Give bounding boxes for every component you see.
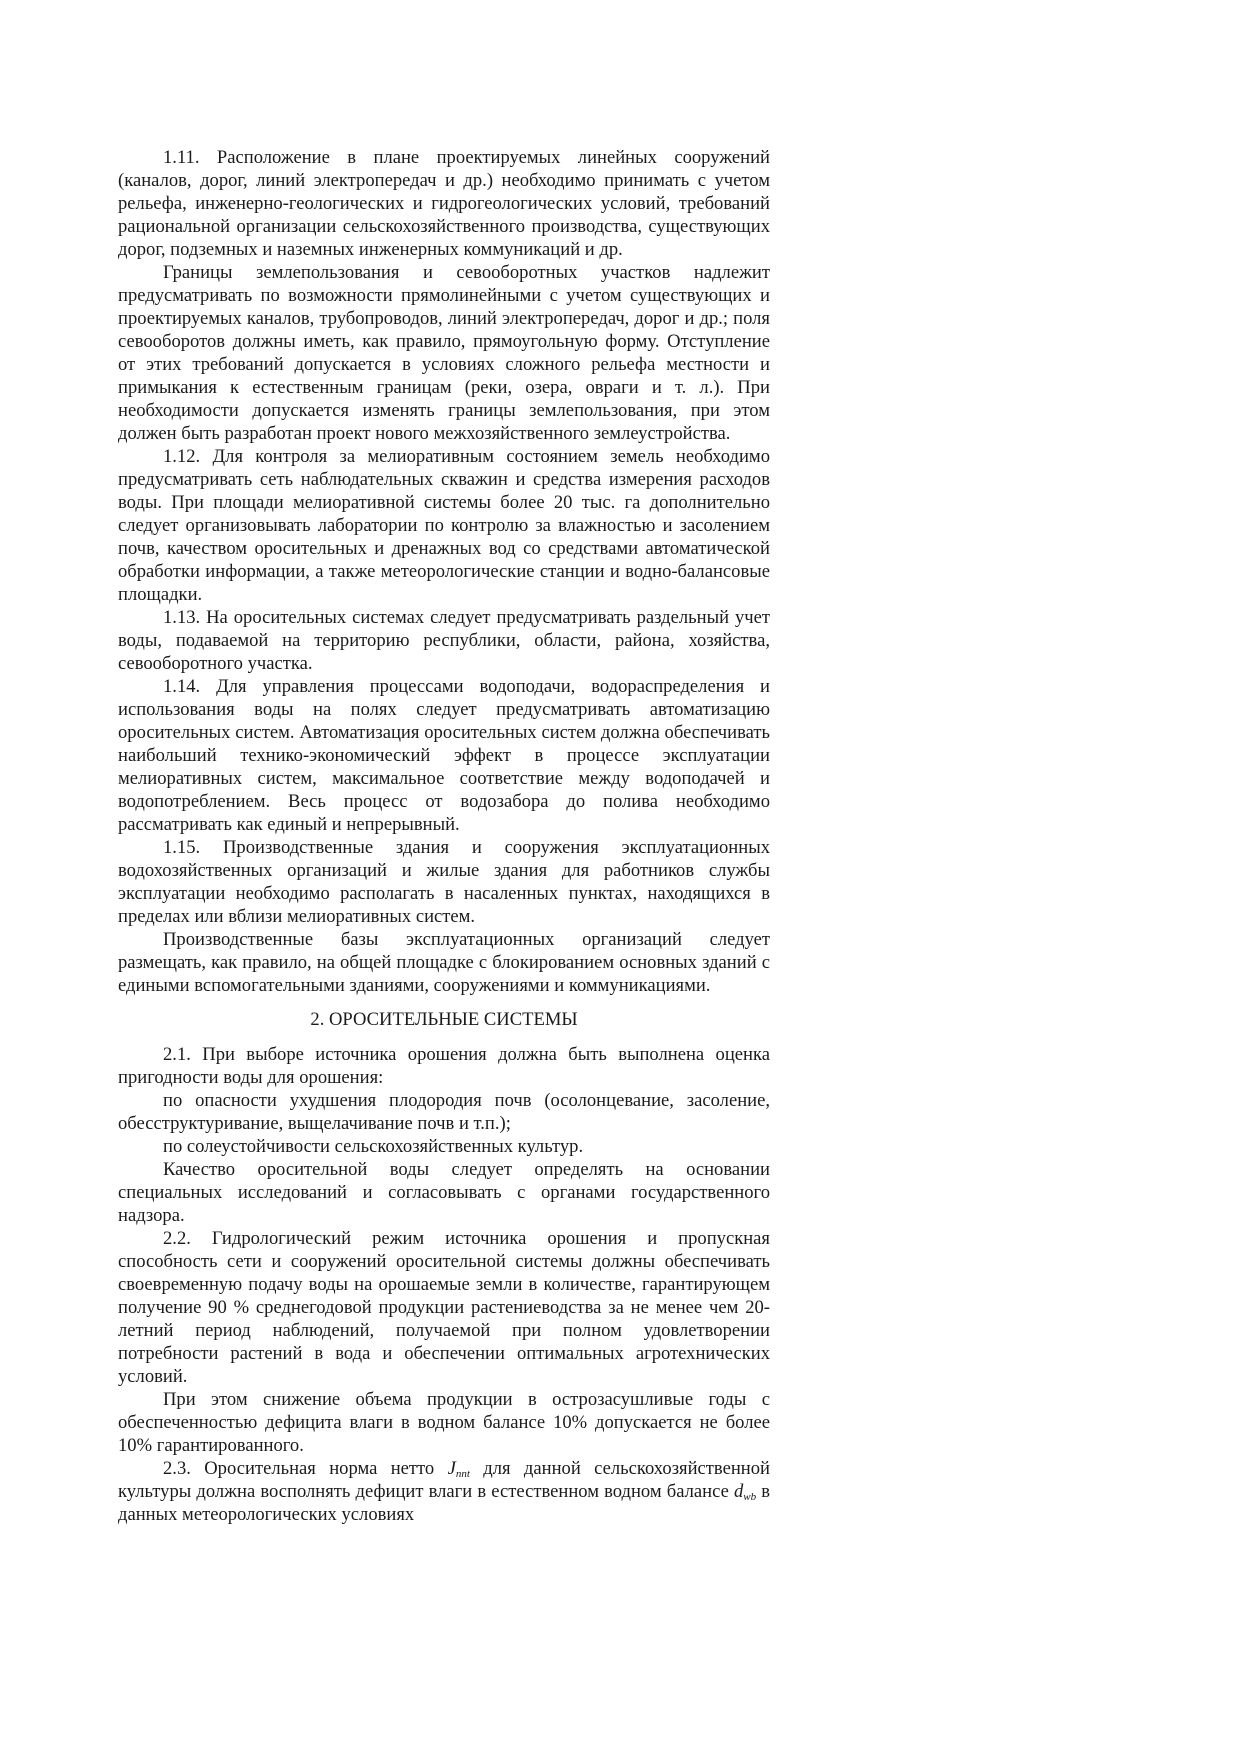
moisture-deficit-symbol [734,1481,756,1502]
paragraph-2-3-text-start: 2.3. Оросительная норма нетто [163,1458,448,1479]
paragraph-water-quality: Качество оросительной воды следует определять на основании специальных исследований и согласовывать с органами государственного надзора. [118,1159,770,1226]
document-page [118,146,770,1526]
paragraph-1-12: 1.12. Для контроля за мелиоративным состоянием земель необходимо предусматривать сеть наблюдательных скважин и средства измерения расходов воды. При площади мелиоративной системы более 20 тыс. га дополнительно следует организовывать лаборатории по контролю за влажностью и засолением почв, качеством оросительных и дренажных вод со средствами автоматической обработки информации, а также метеорологические станции и водно-балансовые площадки. [118,446,770,605]
paragraph-soil-fertility-risk: по опасности ухудшения плодородия почв (осолонцевание, засоление, обесструктуривание, выщелачивание почв и т.п.); [118,1090,770,1134]
irrigation-norm-symbol-base: J [447,1458,456,1479]
paragraph-1-15: 1.15. Производственные здания и сооружения эксплуатационных водохозяйственных организаций и жилые здания для работников службы эксплуатации необходимо располагать в насаленных пунктах, находящихся в пределах или вблизи мелиоративных систем. [118,837,770,927]
paragraph-2-3 [118,1457,770,1526]
irrigation-norm-symbol [448,1458,470,1479]
paragraph-2-3-text-end: в данных метеорологических условиях [118,1481,770,1525]
paragraph-2-2: 2.2. Гидрологический режим источника орошения и пропускная способность сети и сооружений оросительной системы должны обеспечивать своевременную подачу воды на орошаемые земли в количестве, гарантирующем получение 90 % среднегодовой продукции растениеводства за не менее чем 20-летний период наблюдений, получаемой при полном удовлетворении потребности растений в вода и обеспечении оптимальных агротехнических условий. [118,1228,770,1387]
moisture-deficit-symbol-base: d [733,1481,744,1502]
paragraph-1-11: 1.11. Расположение в плане проектируемых линейных сооружений (каналов, дорог, линий электропередач и др.) необходимо принимать с учетом рельефа, инженерно-геологических и гидрогеологических условий, требований рациональной организации сельскохозяйственного производства, существующих дорог, подземных и наземных инженерных коммуникаций и др. [118,147,770,260]
paragraph-1-14: 1.14. Для управления процессами водоподачи, водораспределения и использования воды на полях следует предусматривать автоматизацию оросительных систем. Автоматизация оросительных систем должна обеспечивать наибольший технико-экономический эффект в процессе эксплуатации мелиоративных систем, максимальное соответствие между водоподачей и водопотреблением. Весь процесс от водозабора до полива необходимо рассматривать как единый и непрерывный. [118,676,770,835]
paragraph-salt-tolerance: по солеустойчивости сельскохозяйственных культур. [163,1136,584,1157]
paragraph-production-reduction: При этом снижение объема продукции в острозасушливые годы с обеспеченностью дефицита влаги в водном балансе 10% допускается не более 10% гарантированного. [118,1389,770,1456]
paragraph-land-use-boundaries: Границы землепользования и севооборотных участков надлежит предусматривать по возможности прямолинейными с учетом существующих и проектируемых каналов, трубопроводов, линий электропередач, дорог и др.; поля севооборотов должны иметь, как правило, прямоугольную форму. Отступление от этих требований допускается в условиях сложного рельефа местности и примыкания к естественным границам (реки, озера, овраги и т. л.). При необходимости допускается изменять границы землепользования, при этом должен быть разработан проект нового межхозяйственного землеустройства. [118,262,770,444]
paragraph-2-1: 2.1. При выборе источника орошения должна быть выполнена оценка пригодности воды для орошения: [118,1044,770,1088]
moisture-deficit-symbol-subscript: wb [743,1491,757,1503]
paragraph-production-bases: Производственные базы эксплуатационных организаций следует размещать, как правило, на общей площадке с блокированием основных зданий с едиными вспомогательными зданиями, сооружениями и коммуникациями. [118,929,770,996]
paragraph-2-3-text-middle: для данной сельскохозяйственной культуры должна восполнять дефицит влаги в естественном водном балансе [118,1458,770,1502]
paragraph-1-13: 1.13. На оросительных системах следует предусматривать раздельный учет воды, подаваемой на территорию республики, области, района, хозяйства, севооборотного участка. [118,607,770,674]
section-2-heading: 2. ОРОСИТЕЛЬНЫЕ СИСТЕМЫ [310,1009,578,1030]
irrigation-norm-symbol-subscript: nnt [455,1468,470,1480]
